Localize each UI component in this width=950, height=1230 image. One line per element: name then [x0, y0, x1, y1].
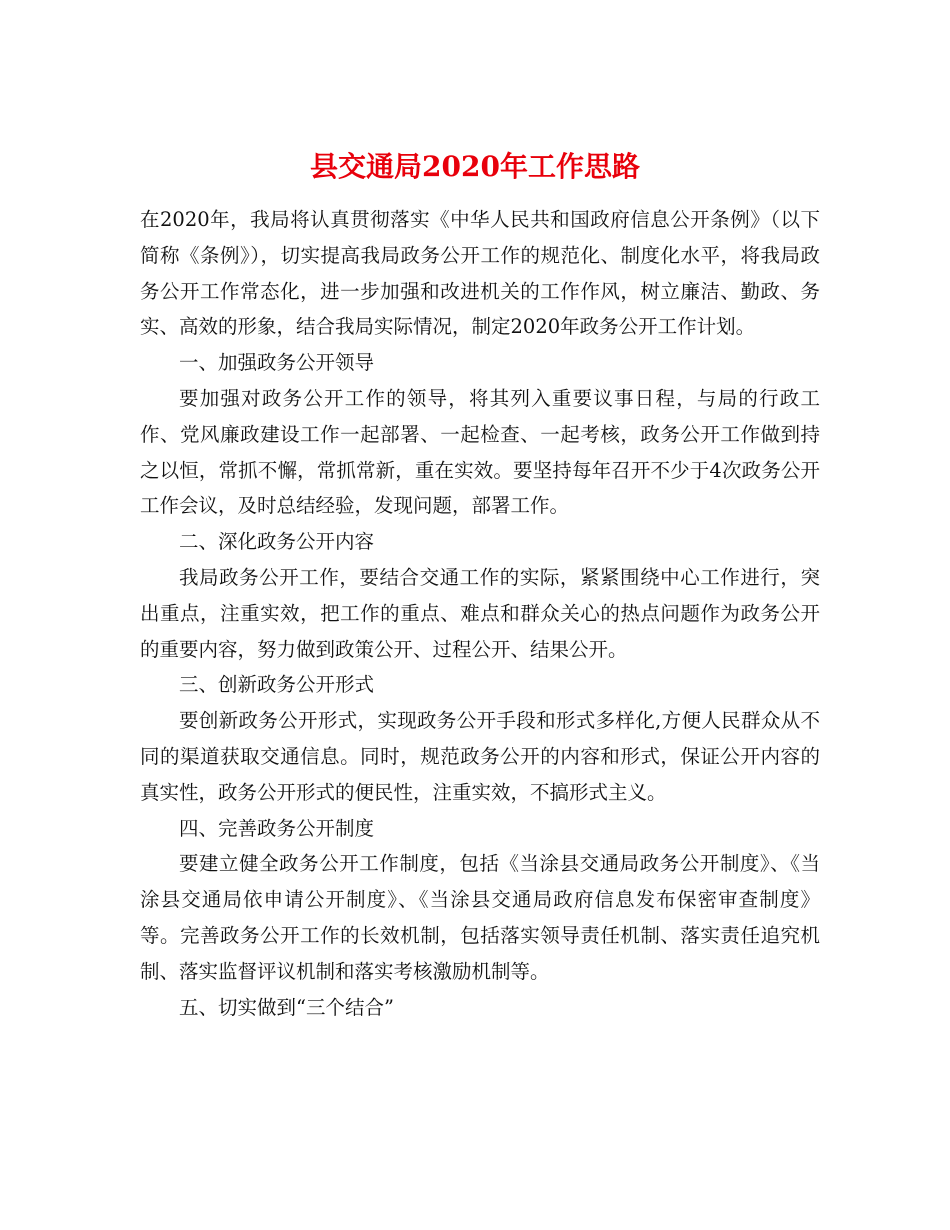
section-paragraph-4: 要建立健全政务公开工作制度，包括《当涂县交通局政务公开制度》、《当涂县交通局依申请公开制度》、《当涂县交通局政府信息发布保密审查制度》等。完善政务公开工作的长效机制，包括落实领导责任机制、落实责任追究机制、落实监督评议机制和落实考核激励机制等。: [140, 852, 820, 983]
document-body: [140, 202, 820, 1025]
section-paragraph-1: 要加强对政务公开工作的领导，将其列入重要议事日程，与局的行政工作、党风廉政建设工作一起部署、一起检查、一起考核，政务公开工作做到持之以恒，常抓不懈，常抓常新，重在实效。要坚持每年召开不少于4次政务公开工作会议，及时总结经验，发现问题，部署工作。: [140, 386, 820, 518]
document-title: 县交通局2020年工作思路: [310, 149, 640, 183]
section-heading-2: 二、深化政务公开内容: [179, 530, 375, 554]
section-heading-4: 四、完善政务公开制度: [179, 816, 375, 840]
section-heading-5: 五、切实做到“三个结合”: [179, 995, 394, 1019]
section-paragraph-3: 要创新政务公开形式，实现政务公开手段和形式多样化,方便人民群众从不同的渠道获取交通信息。同时，规范政务公开的内容和形式，保证公开内容的真实性，政务公开形式的便民性，注重实效，不搞形式主义。: [140, 709, 820, 804]
section-paragraph-2: 我局政务公开工作，要结合交通工作的实际，紧紧围绕中心工作进行，突出重点，注重实效，把工作的重点、难点和群众关心的热点问题作为政务公开的重要内容，努力做到政策公开、过程公开、结果公开。: [140, 565, 820, 661]
intro-paragraph: 在2020年，我局将认真贯彻落实《中华人民共和国政府信息公开条例》（以下简称《条例》），切实提高我局政务公开工作的规范化、制度化水平，将我局政务公开工作常态化，进一步加强和改进机关的工作作风，树立廉洁、勤政、务实、高效的形象，结合我局实际情况，制定2020年政务公开工作计划。: [140, 208, 820, 339]
section-heading-3: 三、创新政务公开形式: [179, 673, 375, 697]
section-heading-1: 一、加强政务公开领导: [179, 351, 375, 375]
